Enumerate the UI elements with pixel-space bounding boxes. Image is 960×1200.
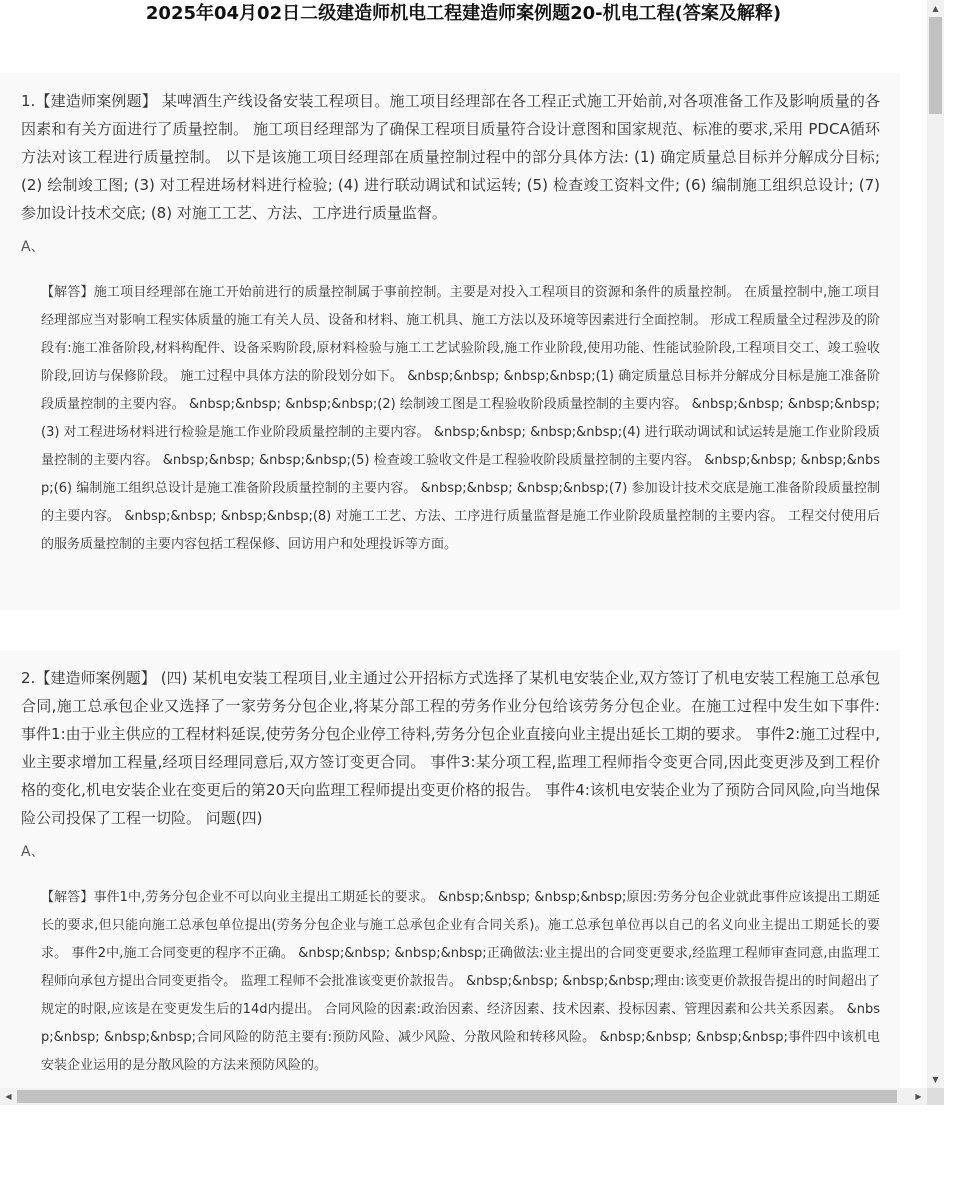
question-option: A、 bbox=[21, 239, 45, 255]
question-card bbox=[0, 650, 900, 1088]
scroll-left-arrow-icon[interactable]: ◀ bbox=[5, 1092, 12, 1101]
page-title: 2025年04月02日二级建造师机电工程建造师案例题20-机电工程(答案及解释) bbox=[145, 3, 782, 24]
scroll-right-arrow-icon[interactable]: ▶ bbox=[915, 1092, 922, 1101]
scroll-up-arrow-icon[interactable]: ▲ bbox=[932, 4, 939, 13]
horizontal-scrollbar[interactable] bbox=[0, 1088, 927, 1105]
answer-explanation: 【解答】事件1中,劳务分包企业不可以向业主提出工期延长的要求。 &nbsp;&nbsp; &nbsp;&nbsp;原因:劳务分包企业就此事件应该提出工期延长的要求,但只能向施工总承包单位提出(劳务分包企业与施工总承包企业有合同关系)。施工总承包单位再以自己的名义向业主提出工期延长的要求。 事件2中,施工合同变更的程序不正确。 &nbsp;&nbsp; &nbsp;&nbsp;正确做法:业主提出的合同变更要求,经监理工程师审查同意,由监理工程师向承包方提出合同变更指令。 监理工程师不会批准该变更价款报告。 &nbsp;&nbsp; &nbsp;&nbsp;理由:该变更价款报告提出的时间超出了规定的时限,应该是在变更发生后的14d内提出。 合同风险的因素:政治因素、经济因素、技术因素、投标因素、管理因素和公共关系因素。 &nbsp;&nbsp; &nbsp;&nbsp;合同风险的防范主要有:预防风险、减少风险、分散风险和转移风险。 &nbsp;&nbsp; &nbsp;&nbsp;事件四中该机电安装企业运用的是分散风险的方法来预防风险的。 bbox=[41, 890, 880, 1073]
vertical-scroll-thumb[interactable] bbox=[929, 17, 942, 114]
scroll-down-arrow-icon[interactable]: ▼ bbox=[932, 1075, 939, 1084]
question-text: 2.【建造师案例题】 (四) 某机电安装工程项目,业主通过公开招标方式选择了某机电安装企业,双方签订了机电安装工程施工总承包合同,施工总承包企业又选择了一家劳务分包企业,将某分部工程的劳务作业分包给该劳务分包企业。在施工过程中发生如下事件: 事件1:由于业主供应的工程材料延误,使劳务分包企业停工待料,劳务分包企业直接向业主提出延长工期的要求。 事件2:施工过程中,业主要求增加工程量,经项目经理同意后,双方签订变更合同。 事件3:某分项工程,监理工程师指令变更合同,因此变更涉及到工程价格的变化,机电安装企业在变更后的第20天向监理工程师提出变更价格的报告。 事件4:该机电安装企业为了预防合同风险,向当地保险公司投保了工程一切险。 问题(四) bbox=[21, 669, 880, 827]
scrollbar-corner bbox=[927, 1088, 944, 1105]
question-text: 1.【建造师案例题】 某啤酒生产线设备安装工程项目。施工项目经理部在各工程正式施工开始前,对各项准备工作及影响质量的各因素和有关方面进行了质量控制。 施工项目经理部为了确保工程项目质量符合设计意图和国家规范、标准的要求,采用 PDCA循环方法对该工程进行质量控制。 以下是该施工项目经理部在质量控制过程中的部分具体方法: (1) 确定质量总目标并分解成分目标; (2) 绘制竣工图; (3) 对工程进场材料进行检验; (4) 进行联动调试和试运转; (5) 检查竣工资料文件; (6) 编制施工组织总设计; (7) 参加设计技术交底; (8) 对施工工艺、方法、工序进行质量监督。 bbox=[21, 92, 880, 222]
question-option: A、 bbox=[21, 844, 45, 860]
vertical-scrollbar[interactable] bbox=[927, 0, 944, 1088]
horizontal-scroll-thumb[interactable] bbox=[17, 1090, 897, 1103]
question-card bbox=[0, 73, 900, 610]
answer-explanation: 【解答】施工项目经理部在施工开始前进行的质量控制属于事前控制。主要是对投入工程项目的资源和条件的质量控制。 在质量控制中,施工项目经理部应当对影响工程实体质量的施工有关人员、设备和材料、施工机具、施工方法以及环境等因素进行全面控制。 形成工程质量全过程涉及的阶段有:施工准备阶段,材料构配件、设备采购阶段,原材料检验与施工工艺试验阶段,施工作业阶段,使用功能、性能试验阶段,工程项目交工、竣工验收阶段,回访与保修阶段。 施工过程中具体方法的阶段划分如下。 &nbsp;&nbsp; &nbsp;&nbsp;(1) 确定质量总目标并分解成分目标是施工准备阶段质量控制的主要内容。 &nbsp;&nbsp; &nbsp;&nbsp;(2) 绘制竣工图是工程验收阶段质量控制的主要内容。 &nbsp;&nbsp; &nbsp;&nbsp;(3) 对工程进场材料进行检验是施工作业阶段质量控制的主要内容。 &nbsp;&nbsp; &nbsp;&nbsp;(4) 进行联动调试和试运转是施工作业阶段质量控制的主要内容。 &nbsp;&nbsp; &nbsp;&nbsp;(5) 检查竣工验收文件是工程验收阶段质量控制的主要内容。 &nbsp;&nbsp; &nbsp;&nbsp;(6) 编制施工组织总设计是施工准备阶段质量控制的主要内容。 &nbsp;&nbsp; &nbsp;&nbsp;(7) 参加设计技术交底是施工准备阶段质量控制的主要内容。 &nbsp;&nbsp; &nbsp;&nbsp;(8) 对施工工艺、方法、工序进行质量监督是施工作业阶段质量控制的主要内容。 工程交付使用后的服务质量控制的主要内容包括工程保修、回访用户和处理投诉等方面。 bbox=[41, 285, 880, 552]
